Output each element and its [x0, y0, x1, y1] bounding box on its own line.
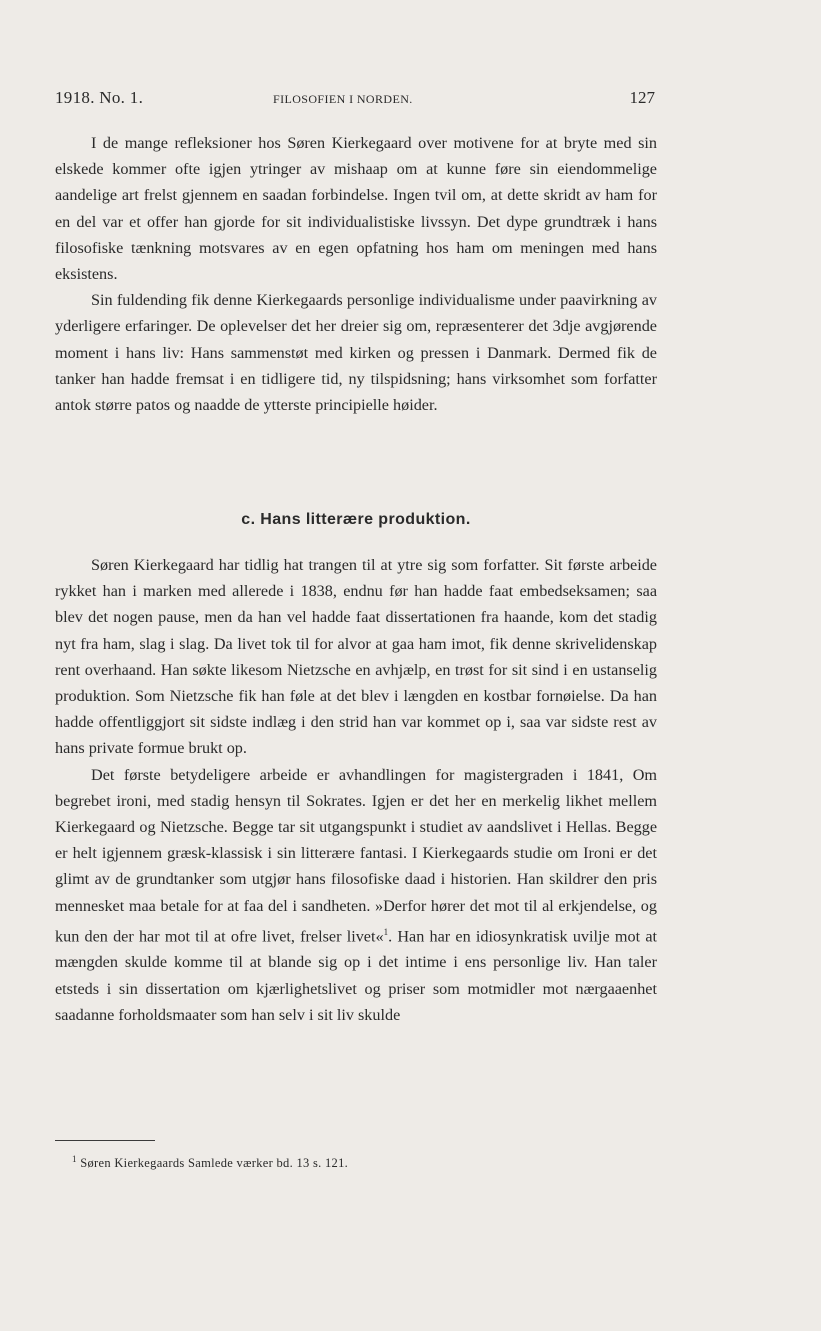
paragraph-4 — [55, 762, 657, 1028]
footnote — [72, 1154, 348, 1171]
footnote-divider — [55, 1140, 155, 1141]
paragraph-3: Søren Kierkegaard har tidlig hat trangen til at ytre sig som forfatter. Sit første arbeide rykket han i marken med allerede i 1838, endnu før han hadde faat embedseksamen; saa blev det nogen pause, men da han vel hadde faat dissertationen fra haande, kom det stadig nyt fra ham, slag i slag. Da livet tok til for alvor at gaa ham imot, fik denne skrivelidenskap rent overhaand. Han søkte likesom Nietzsche en avhjælp, en trøst for sit sind i en ustanselig produktion. Som Nietzsche fik han føle at det blev i længden en kostbar fornøielse. Da han hadde offentliggjort sit sidste indlæg i den strid han var kommet op i, saa var sidste rest av hans private formue brukt op. — [55, 556, 657, 758]
page-number: 127 — [629, 88, 655, 107]
paragraph-2: Sin fuldending fik denne Kierkegaards personlige individualisme under paavirkning av yderligere erfaringer. De oplevelser det her dreier sig om, repræsenterer det 3dje avgjørende moment i hans liv: Hans sammenstøt med kirken og pressen i Danmark. Dermed fik de tanker han hadde fremsat i en tidligere tid, ny tilspidsning; hans virksomhet som forfatter antok større patos og naadde de ytterste principielle høider. — [55, 291, 657, 415]
body-text-bottom — [55, 552, 657, 1028]
footnote-marker: 1 — [72, 1154, 77, 1164]
paragraph-1: I de mange refleksioner hos Søren Kierkegaard over motivene for at bryte med sin elskede kommer ofte igjen ytringer av mishaap om at kunne føre sin eiendommelige aandelige art frelst gjennem en saadan forbindelse. Ingen tvil om, at dette skridt av ham for en del var et offer han gjorde for sit individualistiske livssyn. Det dype grundtræk i hans filosofiske tænkning motsvares av en egen opfatning hos ham om meningen med hans eksistens. — [55, 134, 657, 284]
header-title: FILOSOFIEN I NORDEN. — [273, 92, 413, 106]
section-heading: c. Hans litterære produktion. — [241, 511, 471, 528]
header-issue: 1918. No. 1. — [55, 88, 144, 107]
footnote-reference: 1 — [383, 926, 389, 937]
paragraph-4-part-1: Det første betydeligere arbeide er avhandlingen for magistergraden i 1841, Om begrebet ironi, med stadig hensyn til Sokrates. Igjen er det her en merkelig likhet mellem Kierkegaard og Nietzsche. Begge tar sit utgangspunkt i studiet av aandslivet i Hellas. Begge er helt igjennem græsk-klassisk i sin litterære fantasi. I Kierkegaards studie om Ironi er det glimt av de grundtanker som utgjør hans filosofiske daad i historien. Han skildrer den pris mennesket maa betale for at faa del i sandheten. »Derfor hører det mot til al erkjendelse, og kun den der har mot til at ofre livet, frelser livet« — [55, 765, 657, 946]
body-text-top — [55, 130, 657, 418]
paragraph-4-part-2: . Han har en idiosynkratisk uvilje mot at mængden skulde komme til at blande sig op i det intime i ens personlige liv. Han taler etsteds i sin dissertation om kjærlighetslivet og priser som motmidler mot nærgaaenhet saadanne forholdsmaater som han selv i sit liv skulde — [55, 927, 657, 1024]
running-header — [55, 88, 655, 112]
footnote-text: Søren Kierkegaards Samlede værker bd. 13 s. 121. — [80, 1156, 349, 1171]
